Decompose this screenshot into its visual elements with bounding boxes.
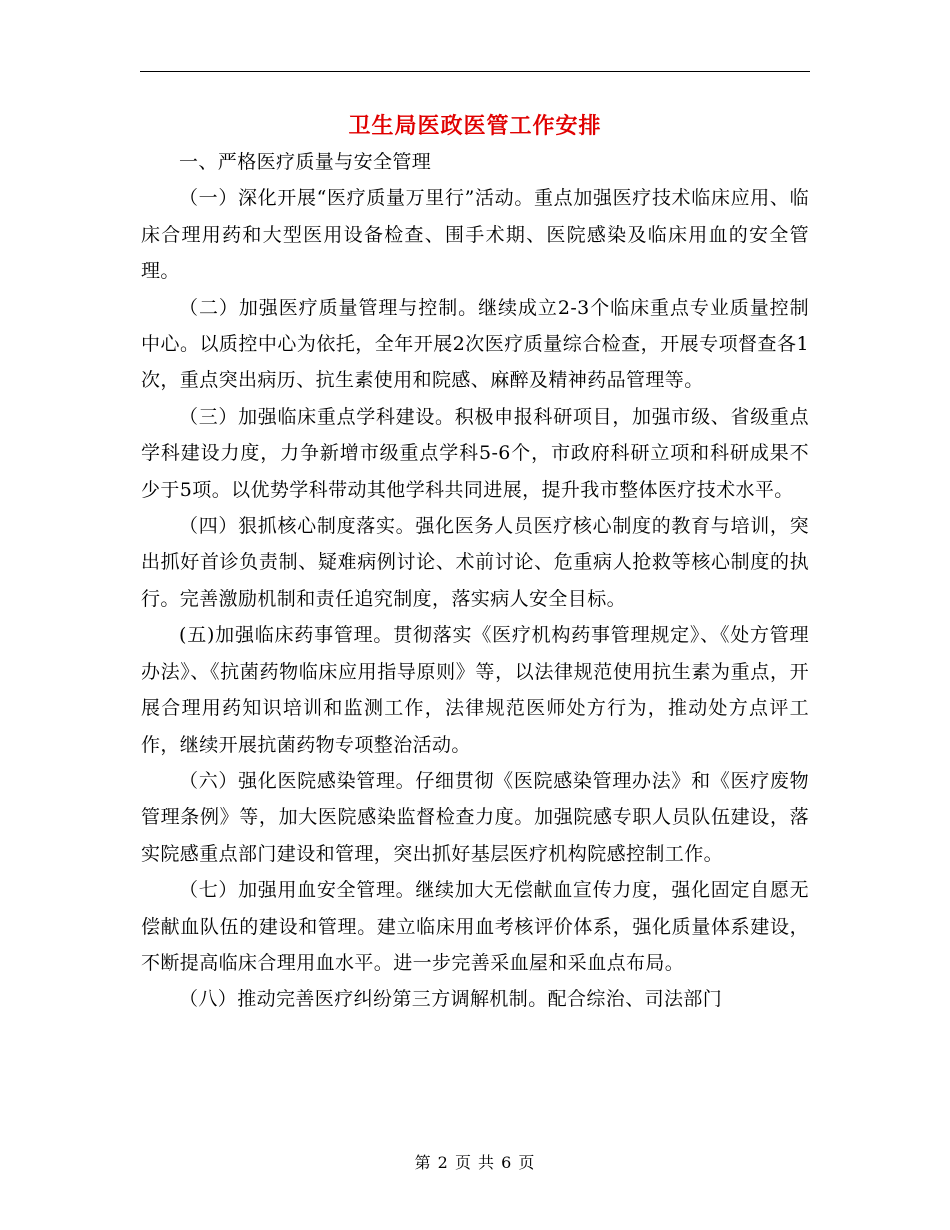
page-number: 第 2 页 共 6 页 — [414, 1153, 536, 1172]
page-title: 卫生局医政医管工作安排 — [348, 113, 602, 139]
document-body — [141, 144, 809, 1018]
header-rule — [140, 71, 810, 72]
paragraph-item-5: (五)加强临床药事管理。贯彻落实《医疗机构药事管理规定》、《处方管理办法》、《抗菌药物临床应用指导原则》等，以法律规范使用抗生素为重点，开展合理用药知识培训和监测工作，法律规范医师处方行为，推动处方点评工作，继续开展抗菌药物专项整治活动。 — [141, 624, 809, 756]
section-heading: 一、严格医疗质量与安全管理 — [179, 151, 432, 173]
paragraph-item-4: （四）狠抓核心制度落实。强化医务人员医疗核心制度的教育与培训，突出抓好首诊负责制、疑难病例讨论、术前讨论、危重病人抢救等核心制度的执行。完善激励机制和责任追究制度，落实病人安全目标。 — [141, 515, 809, 610]
paragraph-item-6: （六）强化医院感染管理。仔细贯彻《医院感染管理办法》和《医疗废物管理条例》等，加大医院感染监督检查力度。加强院感专职人员队伍建设，落实院感重点部门建设和管理，突出抓好基层医疗机构院感控制工作。 — [141, 769, 809, 865]
paragraph-item-2: （二）加强医疗质量管理与控制。继续成立2-3个临床重点专业质量控制中心。以质控中心为依托，全年开展2次医疗质量综合检查，开展专项督查各1次，重点突出病历、抗生素使用和院感、麻醉及精神药品管理等。 — [141, 296, 809, 392]
paragraph-item-3: （三）加强临床重点学科建设。积极申报科研项目，加强市级、省级重点学科建设力度，力争新增市级重点学科5-6个，市政府科研立项和科研成果不少于5项。以优势学科带动其他学科共同进展，提升我市整体医疗技术水平。 — [141, 405, 809, 501]
paragraph-item-8: （八）推动完善医疗纠纷第三方调解机制。配合综治、司法部门 — [179, 988, 723, 1011]
paragraph-item-7: （七）加强用血安全管理。继续加大无偿献血宣传力度，强化固定自愿无偿献血队伍的建设和管理。建立临床用血考核评价体系，强化质量体系建设，不断提高临床合理用血水平。进一步完善采血屋和采血点布局。 — [141, 879, 809, 974]
paragraph-item-1: （一）深化开展“医疗质量万里行”活动。重点加强医疗技术临床应用、临床合理用药和大型医用设备检查、围手术期、医院感染及临床用血的安全管理。 — [141, 187, 809, 283]
